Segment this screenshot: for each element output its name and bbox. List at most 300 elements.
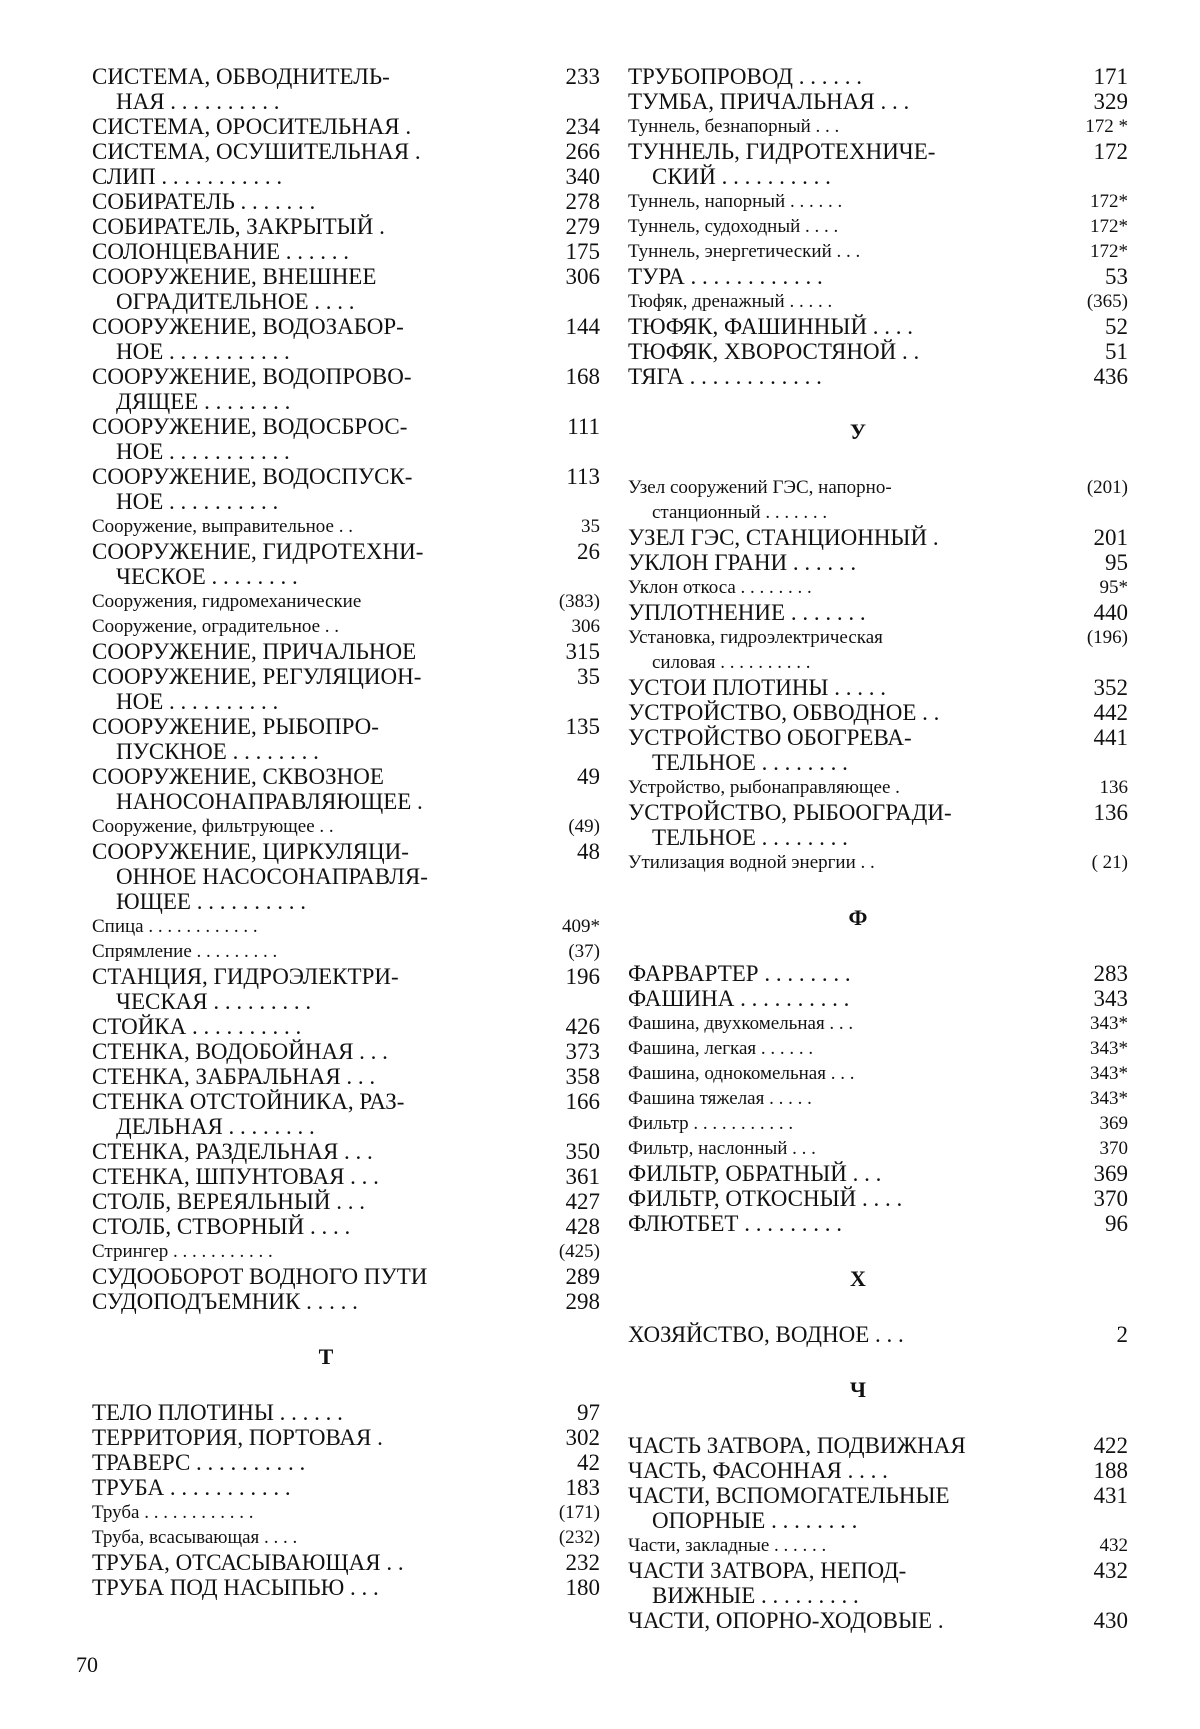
entry-term-line: СООРУЖЕНИЕ, ВОДОСБРОС- xyxy=(92,414,530,439)
index-entry xyxy=(628,1111,1128,1136)
entry-page-ref: 180 xyxy=(536,1575,600,1600)
entry-term-line: УСТОИ ПЛОТИНЫ . . . . . xyxy=(628,675,1058,700)
entry-term xyxy=(628,189,1064,214)
entry-page-ref: 35 xyxy=(536,514,600,539)
index-entry xyxy=(92,589,600,614)
entry-page-ref: 266 xyxy=(536,139,600,164)
entry-page-ref: 175 xyxy=(536,239,600,264)
entry-term-line: УСТРОЙСТВО, ОБВОДНОЕ . . xyxy=(628,700,1058,725)
entry-page-ref: (365) xyxy=(1064,289,1128,314)
index-entry xyxy=(628,1211,1128,1236)
index-entry xyxy=(628,139,1128,189)
index-entry xyxy=(92,1239,600,1264)
entry-page-ref: 171 xyxy=(1064,64,1128,89)
entry-page-ref: 343* xyxy=(1064,1011,1128,1036)
entry-term-line: Сооружение, выправительное . . xyxy=(92,514,530,539)
index-entry xyxy=(92,164,600,189)
entry-term-line: СООРУЖЕНИЕ, РЫБОПРО- xyxy=(92,714,530,739)
index-entry xyxy=(92,1525,600,1550)
entry-term-line: Утилизация водной энергии . . xyxy=(628,850,1058,875)
entry-term-line: ТРУБА, ОТСАСЫВАЮЩАЯ . . xyxy=(92,1550,530,1575)
index-entry xyxy=(628,1186,1128,1211)
index-entry xyxy=(628,64,1128,89)
entry-page-ref: 343* xyxy=(1064,1061,1128,1086)
index-entry xyxy=(92,1014,600,1039)
entry-page-ref: 136 xyxy=(1064,800,1128,825)
entry-page-ref: 358 xyxy=(536,1064,600,1089)
entry-term-line: ФЛЮТБЕТ . . . . . . . . . xyxy=(628,1211,1058,1236)
entry-term-line: ТЮФЯК, ФАШИННЫЙ . . . . xyxy=(628,314,1058,339)
entry-term xyxy=(628,364,1064,389)
entry-term xyxy=(628,139,1064,189)
entry-page-ref: 172* xyxy=(1064,239,1128,264)
entry-term xyxy=(92,464,536,514)
entry-term-line: Труба, всасывающая . . . . xyxy=(92,1525,530,1550)
entry-page-ref: ( 21) xyxy=(1064,850,1128,875)
entry-term xyxy=(628,1483,1064,1533)
index-entry xyxy=(628,364,1128,389)
entry-page-ref: 233 xyxy=(536,64,600,89)
entry-term-line: ТЕРРИТОРИЯ, ПОРТОВАЯ . xyxy=(92,1425,530,1450)
entry-term-line: СООРУЖЕНИЕ, ГИДРОТЕХНИ- xyxy=(92,539,530,564)
entry-term-line: Узел сооружений ГЭС, напорно- xyxy=(628,475,1058,500)
index-entry xyxy=(628,775,1128,800)
entry-page-ref: 201 xyxy=(1064,525,1128,550)
entry-term xyxy=(92,1450,536,1475)
index-entry xyxy=(92,1550,600,1575)
entry-page-ref: 428 xyxy=(536,1214,600,1239)
index-entry xyxy=(92,614,600,639)
entry-term xyxy=(628,700,1064,725)
entry-page-ref: 49 xyxy=(536,764,600,789)
entry-term xyxy=(92,314,536,364)
entry-term xyxy=(92,139,536,164)
entry-term xyxy=(628,575,1064,600)
entry-term-line: ОПОРНЫЕ . . . . . . . . xyxy=(628,1508,1058,1533)
entry-term xyxy=(628,1136,1064,1161)
entry-term-line: СИСТЕМА, ОСУШИТЕЛЬНАЯ . xyxy=(92,139,530,164)
entry-term-line: СТОЙКА . . . . . . . . . . xyxy=(92,1014,530,1039)
entry-page-ref: 42 xyxy=(536,1450,600,1475)
index-entry xyxy=(92,939,600,964)
entry-term-line: Труба . . . . . . . . . . . . xyxy=(92,1500,530,1525)
entry-term-line: ТЕЛЬНОЕ . . . . . . . . xyxy=(628,750,1058,775)
entry-page-ref: 2 xyxy=(1064,1322,1128,1347)
entry-term-line: ЮЩЕЕ . . . . . . . . . . xyxy=(92,889,530,914)
index-entry xyxy=(92,189,600,214)
entry-term-line: НОЕ . . . . . . . . . . xyxy=(92,689,530,714)
entry-term-line: СУДООБОРОТ ВОДНОГО ПУТИ xyxy=(92,1264,530,1289)
index-entry xyxy=(628,961,1128,986)
right-column xyxy=(628,64,1128,1633)
entry-term xyxy=(92,1239,536,1264)
index-entry xyxy=(92,464,600,514)
index-entry xyxy=(628,289,1128,314)
entry-page-ref: 96 xyxy=(1064,1211,1128,1236)
entry-term-line: СООРУЖЕНИЕ, РЕГУЛЯЦИОН- xyxy=(92,664,530,689)
entry-term-line: НАЯ . . . . . . . . . . xyxy=(92,89,530,114)
entry-page-ref: 373 xyxy=(536,1039,600,1064)
index-entry xyxy=(628,625,1128,675)
entry-term xyxy=(92,1289,536,1314)
entry-term xyxy=(628,239,1064,264)
entry-term-line: Сооружение, фильтрующее . . xyxy=(92,814,530,839)
entry-term-line: СЛИП . . . . . . . . . . . xyxy=(92,164,530,189)
entry-page-ref: 188 xyxy=(1064,1458,1128,1483)
entry-term-line: Фашина, однокомельная . . . xyxy=(628,1061,1058,1086)
entry-term-line: Фашина тяжелая . . . . . xyxy=(628,1086,1058,1111)
entry-term xyxy=(92,589,536,614)
index-entry xyxy=(92,1425,600,1450)
entry-term-line: ФАШИНА . . . . . . . . . . xyxy=(628,986,1058,1011)
index-entry xyxy=(628,550,1128,575)
entry-term xyxy=(628,775,1064,800)
entry-term xyxy=(92,664,536,714)
entry-term-line: Туннель, энергетический . . . xyxy=(628,239,1058,264)
entry-term-line: СООРУЖЕНИЕ, ВОДОЗАБОР- xyxy=(92,314,530,339)
index-entry xyxy=(92,1089,600,1139)
index-entry xyxy=(628,600,1128,625)
entry-term-line: НОЕ . . . . . . . . . . xyxy=(92,489,530,514)
index-entry xyxy=(628,339,1128,364)
entry-term xyxy=(628,64,1064,89)
entry-term xyxy=(92,414,536,464)
entry-term-line: СООРУЖЕНИЕ, ВНЕШНЕЕ xyxy=(92,264,530,289)
entry-term xyxy=(628,214,1064,239)
entry-term xyxy=(92,1089,536,1139)
entry-page-ref: 370 xyxy=(1064,1186,1128,1211)
entry-page-ref: 113 xyxy=(536,464,600,489)
entry-term xyxy=(92,1575,536,1600)
entry-term xyxy=(628,1186,1064,1211)
index-entry xyxy=(628,986,1128,1011)
entry-term-line: силовая . . . . . . . . . . xyxy=(628,650,1058,675)
entry-term-line: Установка, гидроэлектрическая xyxy=(628,625,1058,650)
index-entry xyxy=(628,1036,1128,1061)
index-entry xyxy=(628,800,1128,850)
entry-term-line: СТЕНКА ОТСТОЙНИКА, РАЗ- xyxy=(92,1089,530,1114)
entry-term xyxy=(92,814,536,839)
entry-term-line: Устройство, рыбонаправляющее . xyxy=(628,775,1058,800)
index-entry xyxy=(92,114,600,139)
index-entry xyxy=(92,239,600,264)
index-entry xyxy=(628,114,1128,139)
entry-page-ref: 234 xyxy=(536,114,600,139)
entry-term-line: ТУМБА, ПРИЧАЛЬНАЯ . . . xyxy=(628,89,1058,114)
entry-term xyxy=(628,1433,1064,1458)
entry-page-ref: 422 xyxy=(1064,1433,1128,1458)
index-entry xyxy=(92,1450,600,1475)
section-letter: Ф xyxy=(628,905,1128,931)
index-entry xyxy=(92,1500,600,1525)
entry-page-ref: 441 xyxy=(1064,725,1128,750)
entry-term xyxy=(92,1400,536,1425)
entry-term xyxy=(92,1214,536,1239)
entry-page-ref: 352 xyxy=(1064,675,1128,700)
entry-term-line: СТОЛБ, ВЕРЕЯЛЬНЫЙ . . . xyxy=(92,1189,530,1214)
entry-page-ref: 343* xyxy=(1064,1036,1128,1061)
entry-term-line: УКЛОН ГРАНИ . . . . . . xyxy=(628,550,1058,575)
entry-term-line: СТОЛБ, СТВОРНЫЙ . . . . xyxy=(92,1214,530,1239)
entry-term-line: СООРУЖЕНИЕ, СКВОЗНОЕ xyxy=(92,764,530,789)
entry-term-line: СТЕНКА, ВОДОБОЙНАЯ . . . xyxy=(92,1039,530,1064)
entry-page-ref: 361 xyxy=(536,1164,600,1189)
entry-term xyxy=(628,1086,1064,1111)
entry-term xyxy=(92,1139,536,1164)
entry-page-ref: 196 xyxy=(536,964,600,989)
section-letter: У xyxy=(628,419,1128,445)
entry-term xyxy=(628,600,1064,625)
entry-term-line: Фашина, двухкомельная . . . xyxy=(628,1011,1058,1036)
index-entry xyxy=(628,264,1128,289)
left-column xyxy=(92,64,600,1600)
index-entry xyxy=(92,314,600,364)
index-entry xyxy=(628,675,1128,700)
entry-page-ref: 278 xyxy=(536,189,600,214)
index-entry xyxy=(628,1086,1128,1111)
index-entry xyxy=(628,89,1128,114)
entry-term-line: СОЛОНЦЕВАНИЕ . . . . . . xyxy=(92,239,530,264)
entry-term-line: СООРУЖЕНИЕ, ВОДОСПУСК- xyxy=(92,464,530,489)
entry-term xyxy=(628,1161,1064,1186)
entry-term-line: ФИЛЬТР, ОТКОСНЫЙ . . . . xyxy=(628,1186,1058,1211)
entry-page-ref: 172 * xyxy=(1064,114,1128,139)
index-entry xyxy=(92,1264,600,1289)
entry-term-line: ЧЕСКОЕ . . . . . . . . xyxy=(92,564,530,589)
entry-term xyxy=(628,475,1064,525)
index-entry xyxy=(92,1039,600,1064)
index-entry xyxy=(92,1064,600,1089)
entry-page-ref: 431 xyxy=(1064,1483,1128,1508)
index-entry xyxy=(628,314,1128,339)
entry-page-ref: (383) xyxy=(536,589,600,614)
index-entry xyxy=(92,714,600,764)
entry-term xyxy=(628,986,1064,1011)
entry-term-line: ТЮФЯК, ХВОРОСТЯНОЙ . . xyxy=(628,339,1058,364)
entry-term xyxy=(92,364,536,414)
entry-term xyxy=(628,89,1064,114)
index-entry xyxy=(92,264,600,314)
entry-term-line: НОЕ . . . . . . . . . . . xyxy=(92,339,530,364)
index-entry xyxy=(92,1189,600,1214)
entry-page-ref: 95* xyxy=(1064,575,1128,600)
entry-term xyxy=(628,1608,1064,1633)
entry-term-line: Туннель, напорный . . . . . . xyxy=(628,189,1058,214)
entry-term-line: Фильтр . . . . . . . . . . . xyxy=(628,1111,1058,1136)
entry-term-line: Стрингер . . . . . . . . . . . xyxy=(92,1239,530,1264)
entry-term xyxy=(92,114,536,139)
entry-page-ref: (37) xyxy=(536,939,600,964)
entry-term-line: СОБИРАТЕЛЬ, ЗАКРЫТЫЙ . xyxy=(92,214,530,239)
index-entry xyxy=(628,525,1128,550)
entry-term xyxy=(92,764,536,814)
index-entry xyxy=(92,964,600,1014)
entry-term-line: СИСТЕМА, ОБВОДНИТЕЛЬ- xyxy=(92,64,530,89)
entry-term-line: УЗЕЛ ГЭС, СТАНЦИОННЫЙ . xyxy=(628,525,1058,550)
entry-term xyxy=(628,1458,1064,1483)
index-entry xyxy=(628,1011,1128,1036)
entry-term xyxy=(628,1558,1064,1608)
entry-term-line: Тюфяк, дренажный . . . . . xyxy=(628,289,1058,314)
entry-term-line: Сооружения, гидромеханические xyxy=(92,589,530,614)
index-entry xyxy=(92,814,600,839)
index-entry xyxy=(92,214,600,239)
entry-term xyxy=(628,314,1064,339)
entry-page-ref: 426 xyxy=(536,1014,600,1039)
entry-term-line: ФАРВАРТЕР . . . . . . . . xyxy=(628,961,1058,986)
section-letter: Х xyxy=(628,1266,1128,1292)
entry-term xyxy=(92,1039,536,1064)
entry-term-line: ТЕЛО ПЛОТИНЫ . . . . . . xyxy=(92,1400,530,1425)
entry-term-line: Сооружение, оградительное . . xyxy=(92,614,530,639)
entry-term-line: ТРУБА . . . . . . . . . . . xyxy=(92,1475,530,1500)
entry-term xyxy=(628,725,1064,775)
entry-page-ref: 306 xyxy=(536,264,600,289)
entry-page-ref: 136 xyxy=(1064,775,1128,800)
entry-term-line: станционный . . . . . . . xyxy=(628,500,1058,525)
index-entry xyxy=(92,914,600,939)
index-entry xyxy=(628,1558,1128,1608)
entry-term xyxy=(92,939,536,964)
entry-term-line: СТАНЦИЯ, ГИДРОЭЛЕКТРИ- xyxy=(92,964,530,989)
entry-page-ref: 51 xyxy=(1064,339,1128,364)
entry-term xyxy=(92,1500,536,1525)
index-entry xyxy=(628,1061,1128,1086)
entry-term-line: ТРУБОПРОВОД . . . . . . xyxy=(628,64,1058,89)
index-entry xyxy=(92,1475,600,1500)
entry-page-ref: (201) xyxy=(1064,475,1128,500)
entry-page-ref: 436 xyxy=(1064,364,1128,389)
entry-term-line: СКИЙ . . . . . . . . . . xyxy=(628,164,1058,189)
entry-term xyxy=(92,714,536,764)
entry-term xyxy=(92,1425,536,1450)
index-entry xyxy=(92,1214,600,1239)
index-entry xyxy=(628,1322,1128,1347)
entry-term xyxy=(92,1014,536,1039)
index-page xyxy=(0,0,1200,1729)
entry-page-ref: 440 xyxy=(1064,600,1128,625)
entry-term xyxy=(628,1061,1064,1086)
entry-term xyxy=(628,1533,1064,1558)
entry-page-ref: 232 xyxy=(536,1550,600,1575)
index-entry xyxy=(92,639,600,664)
entry-term xyxy=(92,1475,536,1500)
entry-term xyxy=(628,1036,1064,1061)
entry-page-ref: 283 xyxy=(1064,961,1128,986)
index-entry xyxy=(92,64,600,114)
entry-page-ref: 279 xyxy=(536,214,600,239)
index-entry xyxy=(628,1433,1128,1458)
entry-page-ref: (425) xyxy=(536,1239,600,1264)
entry-term-line: ТРУБА ПОД НАСЫПЬЮ . . . xyxy=(92,1575,530,1600)
entry-term xyxy=(92,839,536,914)
entry-page-ref: 306 xyxy=(536,614,600,639)
entry-term xyxy=(92,964,536,1014)
entry-term-line: СООРУЖЕНИЕ, ЦИРКУЛЯЦИ- xyxy=(92,839,530,864)
entry-term xyxy=(628,114,1064,139)
index-entry xyxy=(92,664,600,714)
entry-term xyxy=(92,514,536,539)
entry-page-ref: 369 xyxy=(1064,1111,1128,1136)
entry-page-ref: 95 xyxy=(1064,550,1128,575)
index-entry xyxy=(92,1139,600,1164)
entry-term xyxy=(92,539,536,589)
entry-page-ref: 343 xyxy=(1064,986,1128,1011)
entry-term-line: СТЕНКА, РАЗДЕЛЬНАЯ . . . xyxy=(92,1139,530,1164)
index-entry xyxy=(628,1136,1128,1161)
entry-page-ref: 35 xyxy=(536,664,600,689)
index-entry xyxy=(628,575,1128,600)
index-entry xyxy=(628,189,1128,214)
entry-page-ref: 172* xyxy=(1064,214,1128,239)
entry-term xyxy=(628,264,1064,289)
entry-term-line: УСТРОЙСТВО ОБОГРЕВА- xyxy=(628,725,1058,750)
entry-page-ref: 97 xyxy=(536,1400,600,1425)
entry-term xyxy=(628,800,1064,850)
entry-term-line: СООРУЖЕНИЕ, ПРИЧАЛЬНОЕ xyxy=(92,639,530,664)
entry-page-ref: 52 xyxy=(1064,314,1128,339)
entry-page-ref: 53 xyxy=(1064,264,1128,289)
entry-term xyxy=(628,850,1064,875)
entry-term-line: ПУСКНОЕ . . . . . . . . xyxy=(92,739,530,764)
entry-term xyxy=(92,1189,536,1214)
entry-term-line: ЧАСТЬ ЗАТВОРА, ПОДВИЖНАЯ xyxy=(628,1433,1058,1458)
entry-term-line: НАНОСОНАПРАВЛЯЮЩЕЕ . xyxy=(92,789,530,814)
entry-page-ref: 183 xyxy=(536,1475,600,1500)
index-entry xyxy=(628,850,1128,875)
entry-page-ref: 432 xyxy=(1064,1533,1128,1558)
section-letter: Ч xyxy=(628,1377,1128,1403)
index-entry xyxy=(92,1164,600,1189)
entry-term-line: ОГРАДИТЕЛЬНОЕ . . . . xyxy=(92,289,530,314)
entry-page-ref: 166 xyxy=(536,1089,600,1114)
entry-term-line: ЧАСТИ ЗАТВОРА, НЕПОД- xyxy=(628,1558,1058,1583)
entry-term xyxy=(628,961,1064,986)
index-entry xyxy=(628,239,1128,264)
entry-term-line: ТЯГА . . . . . . . . . . . . xyxy=(628,364,1058,389)
entry-term xyxy=(628,1011,1064,1036)
entry-page-ref: 315 xyxy=(536,639,600,664)
entry-term xyxy=(92,189,536,214)
entry-term-line: УСТРОЙСТВО, РЫБООГРАДИ- xyxy=(628,800,1058,825)
entry-page-ref: 369 xyxy=(1064,1161,1128,1186)
entry-term xyxy=(92,239,536,264)
index-entry xyxy=(628,700,1128,725)
entry-page-ref: 409* xyxy=(536,914,600,939)
entry-term-line: ДЯЩЕЕ . . . . . . . . xyxy=(92,389,530,414)
entry-term xyxy=(628,550,1064,575)
entry-page-ref: 172* xyxy=(1064,189,1128,214)
entry-term xyxy=(92,264,536,314)
index-entry xyxy=(92,1289,600,1314)
index-entry xyxy=(92,764,600,814)
entry-page-ref: 340 xyxy=(536,164,600,189)
entry-term-line: ФИЛЬТР, ОБРАТНЫЙ . . . xyxy=(628,1161,1058,1186)
index-entry xyxy=(92,839,600,914)
entry-page-ref: 26 xyxy=(536,539,600,564)
entry-term xyxy=(92,1164,536,1189)
entry-term xyxy=(92,1550,536,1575)
entry-page-ref: 298 xyxy=(536,1289,600,1314)
entry-term xyxy=(92,214,536,239)
entry-term-line: СТЕНКА, ШПУНТОВАЯ . . . xyxy=(92,1164,530,1189)
entry-page-ref: (49) xyxy=(536,814,600,839)
entry-term xyxy=(92,1264,536,1289)
entry-term xyxy=(628,1211,1064,1236)
entry-term-line: ЧАСТЬ, ФАСОННАЯ . . . . xyxy=(628,1458,1058,1483)
entry-term-line: ТУННЕЛЬ, ГИДРОТЕХНИЧЕ- xyxy=(628,139,1058,164)
entry-page-ref: 172 xyxy=(1064,139,1128,164)
